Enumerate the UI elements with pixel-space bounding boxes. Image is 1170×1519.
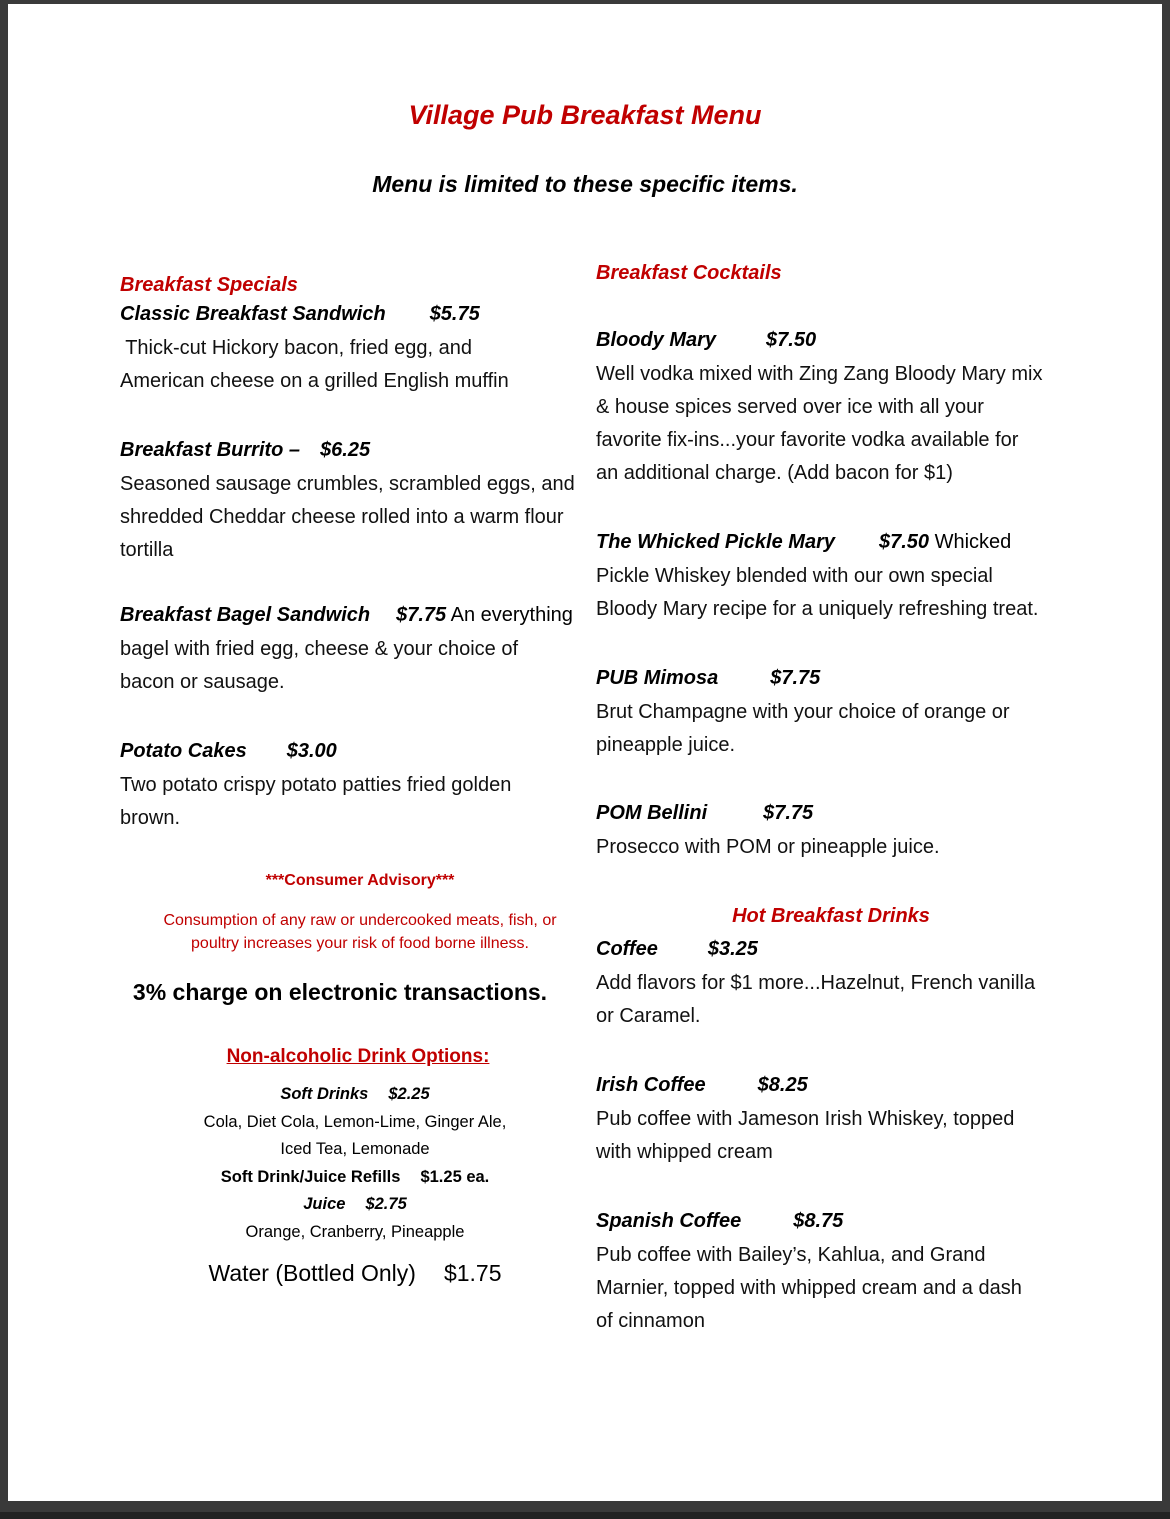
refills-line: Soft Drink/Juice Refills $1.25 ea. [220, 1167, 490, 1186]
item-inline-description: An everything [446, 604, 573, 626]
item-name: Potato Cakes [120, 740, 247, 762]
menu-item-name [596, 938, 758, 961]
advisory-title: ***Consumer Advisory*** [265, 872, 455, 889]
item-price: $5.75 [429, 303, 480, 325]
water-line: Water (Bottled Only) $1.75 [208, 1260, 502, 1286]
viewer-bottom-edge [0, 1512, 1170, 1519]
item-description: Brut Champagne with your choice of orange or pineapple juice. [596, 701, 1010, 756]
section-breakfast-cocktails: Breakfast Cocktails [596, 262, 782, 284]
item-name: The Whicked Pickle Mary [596, 531, 835, 553]
item-price: $3.00 [286, 740, 337, 762]
item-price: $8.25 [757, 1074, 808, 1096]
item-price: $7.75 [763, 802, 814, 824]
item-name: Breakfast Bagel Sandwich [120, 604, 371, 626]
menu-item-name [596, 531, 1011, 554]
item-price: $3.25 [707, 938, 758, 960]
menu-item-name [596, 667, 820, 690]
advisory-text: Consumption of any raw or undercooked meats, fish, or poultry increases your risk of food borne illness. [163, 912, 557, 952]
soft-drinks-line: Soft Drinks $2.25 [280, 1085, 430, 1103]
item-description: Add flavors for $1 more...Hazelnut, French vanilla or Caramel. [596, 972, 1036, 1027]
menu-item-name [120, 303, 480, 326]
item-description: Seasoned sausage crumbles, scrambled eggs, and shredded Cheddar cheese rolled into a warm flour tortilla [120, 473, 575, 561]
item-name: Spanish Coffee [596, 1210, 742, 1232]
menu-item-name [596, 1210, 843, 1233]
item-price: $7.75 [396, 604, 447, 626]
item-description: Pub coffee with Bailey’s, Kahlua, and Grand Marnier, topped with whipped cream and a dash of cinnamon [596, 1244, 1022, 1332]
electronic-charge-notice: 3% charge on electronic transactions. [132, 979, 548, 1005]
item-name: Coffee [596, 938, 658, 960]
item-description: Pickle Whiskey blended with our own special Bloody Mary recipe for a uniquely refreshing treat. [596, 565, 1039, 620]
item-price: $6.25 [320, 439, 371, 461]
section-hot-breakfast-drinks: Hot Breakfast Drinks [732, 905, 930, 927]
item-name: Classic Breakfast Sandwich [120, 303, 386, 325]
section-breakfast-specials: Breakfast Specials [120, 274, 298, 296]
menu-item-name [120, 740, 337, 763]
item-name: Bloody Mary [596, 329, 717, 351]
item-description: Pub coffee with Jameson Irish Whiskey, topped with whipped cream [596, 1108, 1015, 1163]
item-price: $7.75 [770, 667, 821, 689]
juice-line: Juice $2.75 [303, 1195, 407, 1213]
item-price: $7.50 [878, 531, 930, 553]
item-name: PUB Mimosa [596, 667, 719, 689]
menu-item-name [596, 1074, 808, 1097]
menu-item-name [120, 604, 573, 627]
non-alcoholic-list: Soft Drinks $2.25 Cola, Diet Cola, Lemon-Lime, Ginger Ale, Iced Tea, Lemonade Soft Drink/Juice Refills $1.25 ea. Juice $2.75 Orange, Cranberry, Pineapple [110, 1081, 600, 1246]
item-name: Breakfast Burrito – [120, 439, 301, 461]
item-description: Prosecco with POM or pineapple juice. [596, 836, 940, 858]
page-title: Village Pub Breakfast Menu [408, 100, 762, 130]
item-price: $8.75 [793, 1210, 844, 1232]
page-subtitle: Menu is limited to these specific items. [372, 171, 798, 197]
menu-page [8, 4, 1162, 1501]
item-inline-description: Whicked [929, 531, 1012, 553]
menu-item-name [596, 802, 813, 825]
item-price: $7.50 [766, 329, 817, 351]
item-name: Irish Coffee [596, 1074, 706, 1096]
non-alcoholic-title: Non-alcoholic Drink Options: [226, 1046, 490, 1067]
item-description: Two potato crispy potato patties fried golden brown. [120, 774, 512, 829]
item-description: Well vodka mixed with Zing Zang Bloody Mary mix & house spices served over ice with all your favorite fix-ins...your favorite vodka available for an additional charge. (Add bacon for $1) [596, 363, 1043, 484]
item-description: Thick-cut Hickory bacon, fried egg, and American cheese on a grilled English muffin [120, 337, 509, 392]
menu-item-name [120, 439, 370, 462]
item-name: POM Bellini [596, 802, 708, 824]
menu-item-name [596, 329, 816, 352]
item-description: bagel with fried egg, cheese & your choice of bacon or sausage. [120, 638, 519, 693]
